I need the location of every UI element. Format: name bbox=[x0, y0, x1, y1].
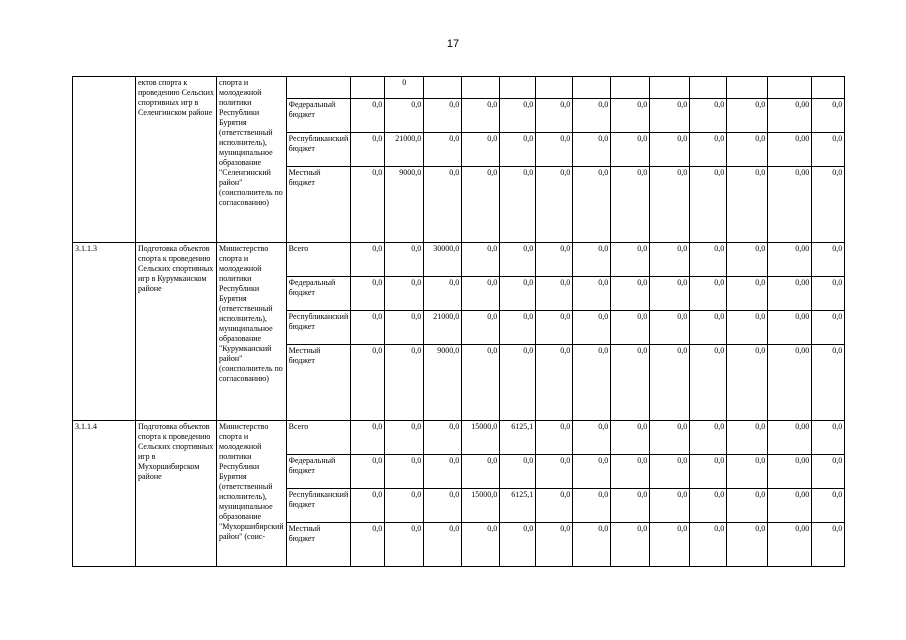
value-cell: 0,0 bbox=[650, 523, 690, 567]
value-cell: 0,0 bbox=[573, 421, 611, 455]
value-cell: 0,00 bbox=[768, 243, 812, 277]
value-cell: 0,0 bbox=[351, 277, 385, 311]
value-cell: 0,0 bbox=[650, 133, 690, 167]
source-cell: Федеральный бюджет bbox=[286, 455, 351, 489]
value-cell: 0,0 bbox=[500, 523, 536, 567]
value-cell: 21000,0 bbox=[385, 133, 424, 167]
value-cell: 0,0 bbox=[385, 421, 424, 455]
value-cell: 0,0 bbox=[650, 99, 690, 133]
value-cell: 0,0 bbox=[424, 455, 462, 489]
value-cell bbox=[573, 77, 611, 99]
value-cell: 0,0 bbox=[536, 277, 573, 311]
value-cell: 0,0 bbox=[812, 421, 845, 455]
value-cell: 0,0 bbox=[351, 523, 385, 567]
value-cell: 0,00 bbox=[768, 277, 812, 311]
executor-cell: спорта и молодежной политики Республики Бурятия (ответственный исполнитель), муниципальное образование "Селенгинский район" (соисполнитель по согласованию) bbox=[217, 77, 287, 243]
value-cell bbox=[424, 77, 462, 99]
source-cell: Республиканский бюджет bbox=[286, 133, 351, 167]
value-cell bbox=[690, 77, 727, 99]
value-cell: 0,0 bbox=[424, 167, 462, 243]
value-cell: 0,0 bbox=[424, 133, 462, 167]
value-cell: 0,00 bbox=[768, 311, 812, 345]
value-cell: 0,0 bbox=[500, 243, 536, 277]
value-cell: 0,0 bbox=[611, 489, 650, 523]
source-cell: Местный бюджет bbox=[286, 345, 351, 421]
value-cell: 0,0 bbox=[351, 345, 385, 421]
value-cell: 0,0 bbox=[500, 277, 536, 311]
value-cell: 0,0 bbox=[650, 311, 690, 345]
value-cell: 0,00 bbox=[768, 99, 812, 133]
value-cell: 0,0 bbox=[573, 455, 611, 489]
value-cell: 0,00 bbox=[768, 167, 812, 243]
value-cell: 0,0 bbox=[351, 455, 385, 489]
value-cell: 0,0 bbox=[385, 277, 424, 311]
value-cell: 0,0 bbox=[500, 99, 536, 133]
value-cell: 0,0 bbox=[611, 311, 650, 345]
activity-cell: Подготовка объектов спорта к проведению Сельских спортивных игр в Мухоршибирском районе bbox=[136, 421, 217, 567]
executor-cell: Министерство спорта и молодежной политики Республики Бурятия (ответственный исполнитель), муниципальное образование "Курумканский район" (соисполнитель по согласованию) bbox=[217, 243, 287, 421]
table-row bbox=[73, 243, 845, 277]
value-cell: 0 bbox=[385, 77, 424, 99]
value-cell: 0,0 bbox=[611, 99, 650, 133]
value-cell: 0,0 bbox=[573, 133, 611, 167]
value-cell: 0,0 bbox=[812, 99, 845, 133]
value-cell: 0,0 bbox=[727, 523, 768, 567]
source-cell: Федеральный бюджет bbox=[286, 277, 351, 311]
value-cell: 0,00 bbox=[768, 455, 812, 489]
source-cell bbox=[286, 77, 351, 99]
value-cell: 0,0 bbox=[690, 345, 727, 421]
value-cell: 0,0 bbox=[812, 455, 845, 489]
value-cell bbox=[768, 77, 812, 99]
table-row bbox=[73, 77, 845, 99]
value-cell: 0,0 bbox=[424, 277, 462, 311]
value-cell: 0,0 bbox=[690, 311, 727, 345]
value-cell: 0,0 bbox=[351, 311, 385, 345]
item-code: 3.1.1.4 bbox=[73, 421, 136, 567]
value-cell: 0,0 bbox=[812, 167, 845, 243]
activity-cell: ектов спорта к проведению Сельских спортивных игр в Селенгинском районе bbox=[136, 77, 217, 243]
value-cell: 0,0 bbox=[536, 489, 573, 523]
value-cell: 0,0 bbox=[351, 167, 385, 243]
value-cell: 0,0 bbox=[690, 421, 727, 455]
value-cell: 0,0 bbox=[650, 489, 690, 523]
value-cell: 0,0 bbox=[536, 243, 573, 277]
value-cell: 9000,0 bbox=[385, 167, 424, 243]
source-cell: Республиканский бюджет bbox=[286, 311, 351, 345]
value-cell: 0,0 bbox=[500, 311, 536, 345]
value-cell: 0,0 bbox=[690, 99, 727, 133]
value-cell: 0,0 bbox=[536, 345, 573, 421]
value-cell: 0,0 bbox=[650, 167, 690, 243]
value-cell: 0,0 bbox=[812, 133, 845, 167]
executor-cell: Министерство спорта и молодежной политики Республики Бурятия (ответственный исполнитель), муниципальное образование "Мухоршибирский район" (соис- bbox=[217, 421, 287, 567]
value-cell: 0,0 bbox=[812, 243, 845, 277]
value-cell: 9000,0 bbox=[424, 345, 462, 421]
value-cell: 0,0 bbox=[351, 99, 385, 133]
value-cell: 0,0 bbox=[385, 243, 424, 277]
value-cell: 6125,1 bbox=[500, 421, 536, 455]
value-cell: 0,0 bbox=[462, 311, 500, 345]
value-cell bbox=[500, 77, 536, 99]
value-cell: 0,0 bbox=[727, 421, 768, 455]
value-cell bbox=[611, 77, 650, 99]
value-cell: 0,0 bbox=[611, 421, 650, 455]
value-cell: 0,0 bbox=[611, 523, 650, 567]
value-cell: 0,0 bbox=[385, 99, 424, 133]
value-cell: 0,0 bbox=[727, 99, 768, 133]
value-cell: 0,0 bbox=[611, 277, 650, 311]
value-cell bbox=[650, 77, 690, 99]
value-cell: 0,00 bbox=[768, 421, 812, 455]
value-cell: 0,0 bbox=[500, 345, 536, 421]
value-cell: 0,0 bbox=[573, 99, 611, 133]
value-cell: 0,0 bbox=[727, 311, 768, 345]
value-cell: 0,0 bbox=[690, 243, 727, 277]
value-cell: 0,0 bbox=[727, 455, 768, 489]
source-cell: Местный бюджет bbox=[286, 167, 351, 243]
value-cell: 0,0 bbox=[536, 455, 573, 489]
value-cell: 21000,0 bbox=[424, 311, 462, 345]
value-cell: 0,0 bbox=[385, 345, 424, 421]
value-cell: 0,0 bbox=[573, 167, 611, 243]
value-cell: 0,0 bbox=[690, 167, 727, 243]
value-cell: 0,0 bbox=[727, 277, 768, 311]
value-cell bbox=[536, 77, 573, 99]
value-cell: 0,0 bbox=[573, 243, 611, 277]
value-cell: 0,0 bbox=[727, 243, 768, 277]
value-cell: 0,0 bbox=[424, 99, 462, 133]
value-cell: 0,0 bbox=[812, 523, 845, 567]
source-cell: Всего bbox=[286, 243, 351, 277]
page-number: 17 bbox=[446, 38, 460, 50]
value-cell: 0,0 bbox=[351, 133, 385, 167]
value-cell bbox=[462, 77, 500, 99]
value-cell: 0,0 bbox=[424, 489, 462, 523]
value-cell: 0,0 bbox=[500, 167, 536, 243]
activity-cell: Подготовка объектов спорта к проведению Сельских спортивных игр в Курумканском районе bbox=[136, 243, 217, 421]
value-cell bbox=[812, 77, 845, 99]
value-cell bbox=[351, 77, 385, 99]
value-cell: 0,0 bbox=[727, 167, 768, 243]
item-code: 3.1.1.3 bbox=[73, 243, 136, 421]
source-cell: Федеральный бюджет bbox=[286, 99, 351, 133]
value-cell: 0,0 bbox=[385, 455, 424, 489]
value-cell: 0,0 bbox=[812, 489, 845, 523]
value-cell: 0,0 bbox=[462, 133, 500, 167]
value-cell: 0,0 bbox=[385, 523, 424, 567]
value-cell: 0,0 bbox=[690, 489, 727, 523]
value-cell: 0,0 bbox=[462, 99, 500, 133]
value-cell: 0,00 bbox=[768, 133, 812, 167]
value-cell: 0,00 bbox=[768, 489, 812, 523]
value-cell: 0,0 bbox=[536, 523, 573, 567]
value-cell: 0,0 bbox=[385, 489, 424, 523]
value-cell: 0,0 bbox=[611, 345, 650, 421]
value-cell: 0,0 bbox=[812, 311, 845, 345]
source-cell: Всего bbox=[286, 421, 351, 455]
value-cell: 0,0 bbox=[573, 523, 611, 567]
value-cell: 0,0 bbox=[611, 133, 650, 167]
budget-table bbox=[72, 76, 845, 567]
value-cell: 0,0 bbox=[812, 345, 845, 421]
value-cell: 0,0 bbox=[573, 345, 611, 421]
value-cell: 0,0 bbox=[462, 345, 500, 421]
value-cell: 0,0 bbox=[573, 311, 611, 345]
value-cell: 0,0 bbox=[727, 345, 768, 421]
value-cell: 6125,1 bbox=[500, 489, 536, 523]
value-cell: 0,0 bbox=[690, 133, 727, 167]
value-cell: 0,0 bbox=[462, 455, 500, 489]
table-row bbox=[73, 421, 845, 455]
value-cell: 0,0 bbox=[536, 99, 573, 133]
value-cell: 0,00 bbox=[768, 345, 812, 421]
value-cell: 0,0 bbox=[611, 243, 650, 277]
value-cell: 0,0 bbox=[650, 421, 690, 455]
value-cell: 0,0 bbox=[573, 277, 611, 311]
value-cell: 0,0 bbox=[536, 311, 573, 345]
value-cell: 0,0 bbox=[424, 523, 462, 567]
value-cell: 0,00 bbox=[768, 523, 812, 567]
value-cell: 0,0 bbox=[812, 277, 845, 311]
value-cell: 0,0 bbox=[351, 243, 385, 277]
value-cell: 0,0 bbox=[727, 133, 768, 167]
value-cell: 15000,0 bbox=[462, 421, 500, 455]
source-cell: Республиканский бюджет bbox=[286, 489, 351, 523]
value-cell: 0,0 bbox=[727, 489, 768, 523]
value-cell: 15000,0 bbox=[462, 489, 500, 523]
value-cell: 0,0 bbox=[690, 277, 727, 311]
value-cell: 0,0 bbox=[462, 243, 500, 277]
value-cell: 0,0 bbox=[385, 311, 424, 345]
value-cell: 0,0 bbox=[462, 277, 500, 311]
value-cell: 0,0 bbox=[536, 133, 573, 167]
value-cell: 0,0 bbox=[650, 345, 690, 421]
value-cell bbox=[727, 77, 768, 99]
value-cell: 0,0 bbox=[500, 133, 536, 167]
value-cell: 0,0 bbox=[351, 489, 385, 523]
value-cell: 0,0 bbox=[536, 167, 573, 243]
code-cell bbox=[73, 77, 136, 243]
value-cell: 30000,0 bbox=[424, 243, 462, 277]
value-cell: 0,0 bbox=[611, 455, 650, 489]
value-cell: 0,0 bbox=[536, 421, 573, 455]
value-cell: 0,0 bbox=[650, 455, 690, 489]
value-cell: 0,0 bbox=[351, 421, 385, 455]
source-cell: Местный бюджет bbox=[286, 523, 351, 567]
value-cell: 0,0 bbox=[462, 523, 500, 567]
value-cell: 0,0 bbox=[650, 243, 690, 277]
value-cell: 0,0 bbox=[650, 277, 690, 311]
value-cell: 0,0 bbox=[611, 167, 650, 243]
value-cell: 0,0 bbox=[690, 455, 727, 489]
value-cell: 0,0 bbox=[573, 489, 611, 523]
value-cell: 0,0 bbox=[500, 455, 536, 489]
value-cell: 0,0 bbox=[462, 167, 500, 243]
table-body bbox=[73, 77, 845, 567]
value-cell: 0,0 bbox=[424, 421, 462, 455]
value-cell: 0,0 bbox=[690, 523, 727, 567]
